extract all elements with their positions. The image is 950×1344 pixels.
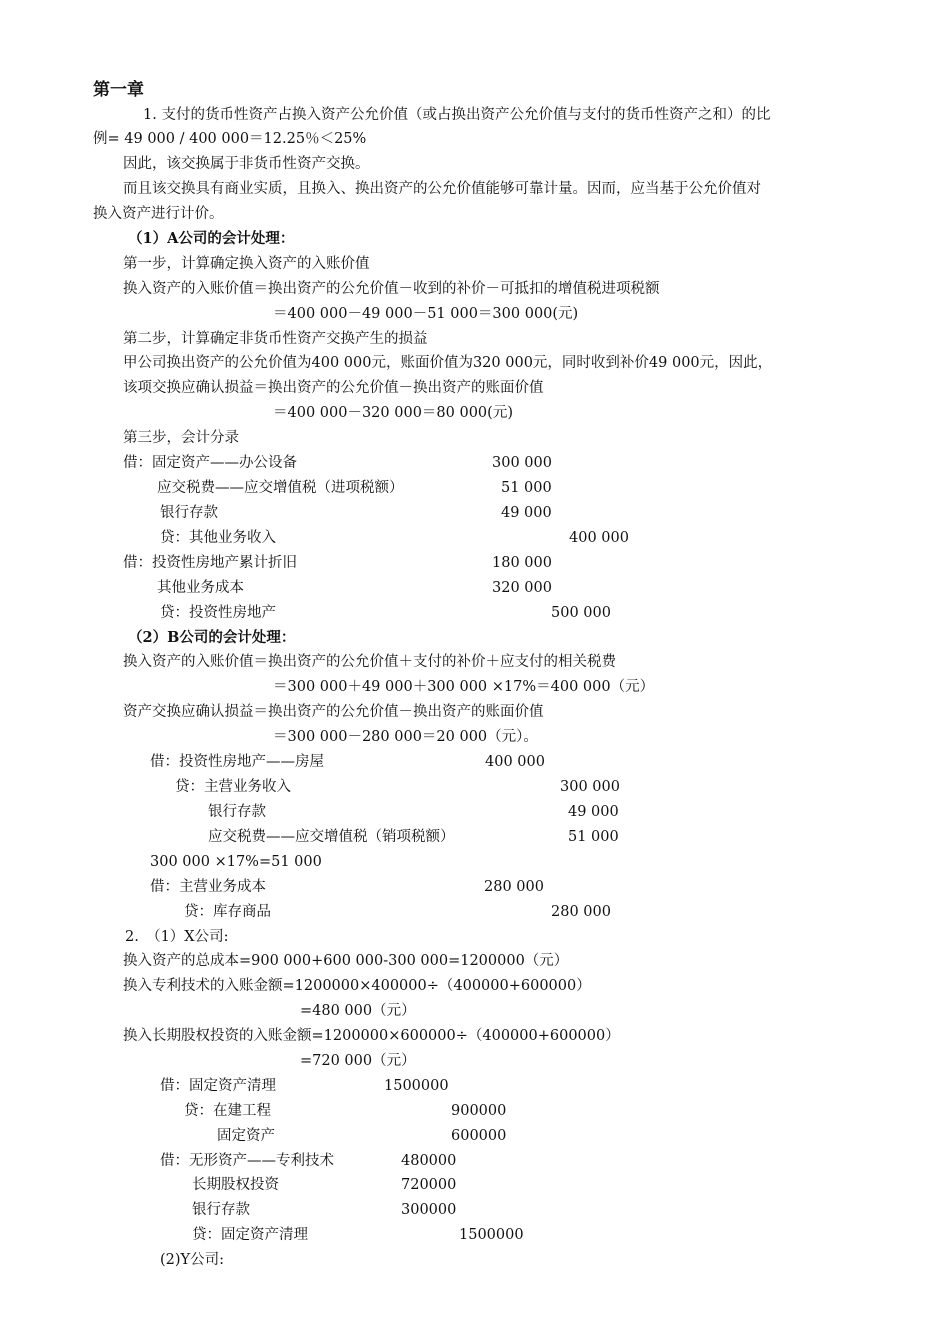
text-line: ＝300 000－280 000＝20 000（元）。 — [273, 729, 538, 745]
entry-account: 贷：投资性房地产 — [160, 605, 276, 621]
entry-account: 借：主营业务成本 — [150, 879, 266, 895]
entry-amount: 51 000 — [501, 480, 552, 496]
entry-amount: 180 000 — [492, 555, 552, 571]
entry-account: 应交税费——应交增值税（进项税额） — [157, 480, 404, 496]
entry-amount: 500 000 — [551, 605, 611, 621]
entry-account: 借：固定资产——办公设备 — [123, 455, 297, 471]
entry-amount: 300 000 — [492, 455, 552, 471]
text-line: 换入专利技术的入账金额=1200000×400000÷（400000+600000） — [123, 978, 591, 994]
entry-amount: 1500000 — [459, 1227, 524, 1243]
entry-account: 借：投资性房地产——房屋 — [150, 754, 324, 770]
entry-account: 固定资产 — [217, 1128, 275, 1144]
entry-amount: 51 000 — [568, 829, 619, 845]
entry-amount: 900000 — [451, 1103, 507, 1119]
text-line: 换入资产的入账价值＝换出资产的公允价值＋支付的补价＋应支付的相关税费 — [123, 654, 616, 670]
text-line: (2)Y公司: — [160, 1252, 224, 1268]
entry-amount: 49 000 — [501, 505, 552, 521]
entry-account: 贷：库存商品 — [184, 904, 271, 920]
entry-account: 贷：固定资产清理 — [192, 1227, 308, 1243]
entry-amount: 400 000 — [485, 754, 545, 770]
text-line: =480 000（元） — [300, 1003, 416, 1019]
entry-amount: 320 000 — [492, 580, 552, 596]
entry-account: 其他业务成本 — [157, 580, 244, 596]
entry-amount: 720000 — [401, 1177, 457, 1193]
text-line: 例= 49 000 / 400 000＝12.25％＜25% — [93, 131, 367, 147]
text-line: ＝400 000－49 000－51 000＝300 000(元) — [273, 306, 579, 322]
entry-amount: 280 000 — [551, 904, 611, 920]
entry-amount: 280 000 — [484, 879, 544, 895]
text-line: =720 000（元） — [300, 1053, 416, 1069]
entry-account: 借：固定资产清理 — [160, 1078, 276, 1094]
text-line: 因此，该交换属于非货币性资产交换。 — [123, 156, 370, 172]
entry-account: 银行存款 — [192, 1202, 250, 1218]
entry-account: 银行存款 — [160, 505, 218, 521]
entry-account: 长期股权投资 — [192, 1177, 279, 1193]
entry-amount: 400 000 — [569, 530, 629, 546]
text-line: 甲公司换出资产的公允价值为400 000元，账面价值为320 000元，同时收到补价49 000元，因此， — [123, 355, 773, 371]
section-heading: （1）A公司的会计处理： — [128, 230, 295, 247]
entry-amount: 300 000 — [560, 779, 620, 795]
entry-amount: 600000 — [451, 1128, 507, 1144]
entry-account: 借：投资性房地产累计折旧 — [123, 555, 297, 571]
text-line: 换入资产的入账价值＝换出资产的公允价值－收到的补价－可抵扣的增值税进项税额 — [123, 281, 660, 297]
entry-amount: 300000 — [401, 1202, 457, 1218]
chapter-title: 第一章 — [93, 80, 144, 100]
entry-account: 贷：其他业务收入 — [160, 530, 276, 546]
text-line: 2. （1）X公司: — [125, 929, 229, 945]
text-line: 第二步，计算确定非货币性资产交换产生的损益 — [123, 331, 428, 347]
text-line: 第三步，会计分录 — [123, 430, 239, 446]
text-line: ＝300 000＋49 000＋300 000 ×17%＝400 000（元） — [273, 679, 655, 695]
entry-amount: 1500000 — [384, 1078, 449, 1094]
text-line: 该项交换应确认损益＝换出资产的公允价值－换出资产的账面价值 — [123, 380, 544, 396]
entry-account: 应交税费——应交增值税（销项税额） — [208, 829, 455, 845]
text-line: 换入资产进行计价。 — [93, 206, 224, 222]
text-line: 300 000 ×17%=51 000 — [150, 854, 322, 870]
entry-account: 贷：主营业务收入 — [175, 779, 291, 795]
text-line: 而且该交换具有商业实质，且换入、换出资产的公允价值能够可靠计量。因而，应当基于公允价值对 — [123, 181, 761, 197]
text-line: 第一步，计算确定换入资产的入账价值 — [123, 256, 370, 272]
entry-amount: 49 000 — [568, 804, 619, 820]
entry-amount: 480000 — [401, 1153, 457, 1169]
text-line: ＝400 000－320 000＝80 000(元) — [273, 405, 513, 421]
text-line: 资产交换应确认损益＝换出资产的公允价值－换出资产的账面价值 — [123, 704, 544, 720]
entry-account: 贷：在建工程 — [184, 1103, 271, 1119]
section-heading: （2）B公司的会计处理： — [128, 629, 296, 646]
text-line: 1. 支付的货币性资产占换入资产公允价值（或占换出资产公允价值与支付的货币性资产之和）的比 — [143, 107, 771, 123]
entry-account: 银行存款 — [208, 804, 266, 820]
entry-account: 借：无形资产——专利技术 — [160, 1153, 334, 1169]
text-line: 换入资产的总成本=900 000+600 000-300 000=1200000（元） — [123, 953, 569, 969]
text-line: 换入长期股权投资的入账金额=1200000×600000÷（400000+600000） — [123, 1028, 620, 1044]
